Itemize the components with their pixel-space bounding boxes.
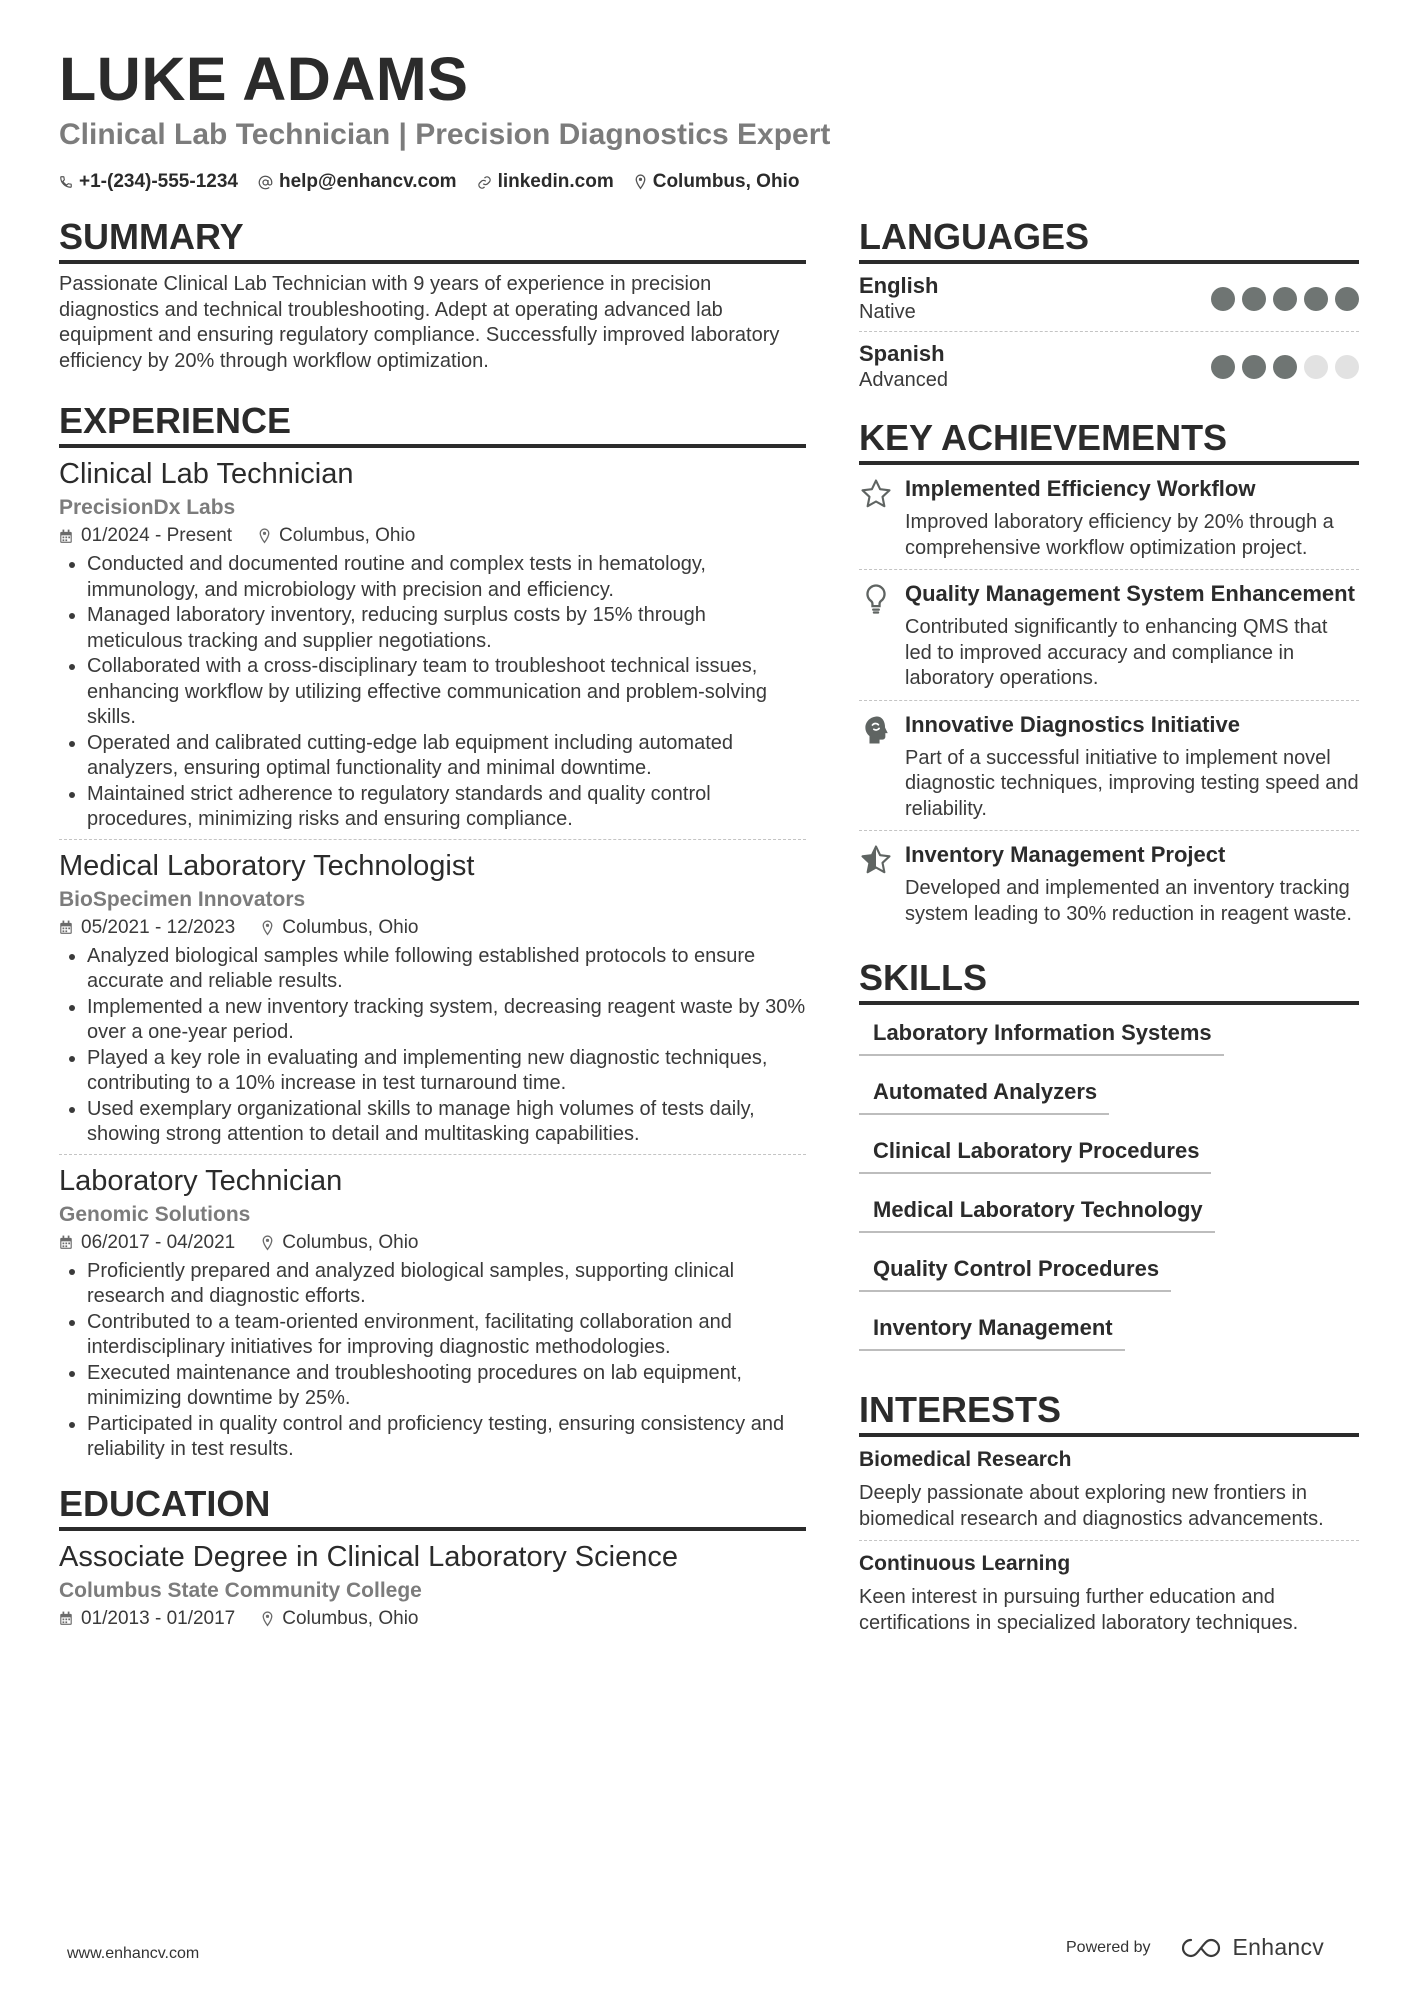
language-entry bbox=[859, 264, 1359, 332]
achievement-desc: Developed and implemented an inventory tracking system leading to 30% reduction in reagent waste. bbox=[905, 877, 1352, 925]
calendar-icon bbox=[59, 529, 73, 544]
language-entry bbox=[859, 332, 1359, 399]
interests-title: INTERESTS bbox=[859, 1389, 1359, 1437]
education-meta bbox=[59, 1605, 806, 1633]
bullet-item: • Played a key role in evaluating and implementing new diagnostic techniques, contributing to a 10% increase in test turnaround time. bbox=[87, 1046, 806, 1097]
rating-dot-empty bbox=[1335, 355, 1359, 379]
rating-dot-filled bbox=[1273, 287, 1297, 311]
bullet-item: • Analyzed biological samples while following established protocols to ensure accurate and reliable results. bbox=[87, 944, 806, 995]
skill-tag: Inventory Management bbox=[859, 1312, 1125, 1351]
bullet-item: • Participated in quality control and proficiency testing, ensuring consistency and reliability in test results. bbox=[87, 1412, 806, 1463]
school-name: Columbus State Community College bbox=[59, 1578, 422, 1602]
star-half-icon bbox=[859, 843, 893, 877]
email-text: help@enhancv.com bbox=[278, 171, 457, 192]
bullet-item: • Managed laboratory inventory, reducing surplus costs by 15% through meticulous tracking and supplier negotiations. bbox=[87, 603, 806, 654]
calendar-icon bbox=[59, 920, 73, 935]
candidate-name: LUKE ADAMS bbox=[59, 45, 469, 113]
calendar-icon bbox=[59, 1235, 73, 1250]
achievements-title: KEY ACHIEVEMENTS bbox=[859, 417, 1359, 465]
rating-dot-filled bbox=[1211, 287, 1235, 311]
job-meta bbox=[59, 914, 806, 942]
job-meta bbox=[59, 522, 806, 550]
job-bullets bbox=[59, 944, 806, 1148]
skill-tag: Quality Control Procedures bbox=[859, 1253, 1171, 1292]
language-rating bbox=[1204, 355, 1359, 379]
education-title: EDUCATION bbox=[59, 1483, 806, 1531]
achievement-title: Inventory Management Project bbox=[905, 842, 1226, 867]
achievements-section bbox=[859, 417, 1359, 935]
job-dates-text: 05/2021 - 12/2023 bbox=[81, 916, 236, 938]
contact-email[interactable] bbox=[258, 171, 457, 193]
skills-list bbox=[859, 1005, 1359, 1371]
job-location-text: Columbus, Ohio bbox=[282, 916, 419, 938]
job-location bbox=[258, 522, 415, 550]
job-location-text: Columbus, Ohio bbox=[279, 525, 416, 546]
bullet-item: • Operated and calibrated cutting-edge lab equipment including automated analyzers, ensuring optimal functionality and minimal downtime. bbox=[87, 731, 806, 782]
contact-phone[interactable] bbox=[59, 171, 238, 193]
achievement-desc: Part of a successful initiative to implement novel diagnostic techniques, improving testing speed and reliability. bbox=[905, 746, 1359, 820]
contact-location bbox=[634, 171, 800, 193]
skills-section bbox=[859, 957, 1359, 1371]
achievement-entry bbox=[859, 465, 1359, 570]
bullet-item: • Executed maintenance and troubleshooting procedures on lab equipment, minimizing downtime by 25%. bbox=[87, 1361, 806, 1412]
experience-entry bbox=[59, 1155, 806, 1469]
job-dates bbox=[59, 522, 232, 550]
enhancv-brand: Enhancv bbox=[1232, 1934, 1325, 1960]
at-icon bbox=[258, 175, 273, 190]
star-outline-icon bbox=[859, 477, 893, 511]
linkedin-text: linkedin.com bbox=[497, 171, 614, 192]
rating-dot-filled bbox=[1273, 355, 1297, 379]
bullet-item: • Used exemplary organizational skills to manage high volumes of tests daily, showing strong attention to detail and multitasking capabilities. bbox=[87, 1097, 806, 1148]
location-pin-icon bbox=[261, 1611, 274, 1627]
job-location bbox=[261, 914, 418, 942]
achievement-desc: Improved laboratory efficiency by 20% through a comprehensive workflow optimization project. bbox=[905, 511, 1334, 559]
interest-entry bbox=[859, 1541, 1359, 1644]
job-dates bbox=[59, 1229, 235, 1257]
job-dates-text: 06/2017 - 04/2021 bbox=[81, 1231, 236, 1253]
education-location-text: Columbus, Ohio bbox=[282, 1607, 419, 1629]
job-title: Clinical Lab Technician bbox=[59, 458, 354, 490]
achievement-entry bbox=[859, 570, 1359, 701]
interest-title: Continuous Learning bbox=[859, 1552, 1071, 1575]
location-pin-icon bbox=[258, 528, 271, 544]
location-pin-icon bbox=[261, 920, 274, 936]
experience-entry bbox=[59, 840, 806, 1155]
job-location bbox=[261, 1229, 418, 1257]
company-name: BioSpecimen Innovators bbox=[59, 887, 306, 911]
achievement-title: Implemented Efficiency Workflow bbox=[905, 476, 1256, 501]
company-name: Genomic Solutions bbox=[59, 1202, 251, 1226]
experience-entry bbox=[59, 448, 806, 840]
skill-tag: Laboratory Information Systems bbox=[859, 1017, 1224, 1056]
interest-title: Biomedical Research bbox=[859, 1448, 1072, 1471]
job-dates bbox=[59, 914, 235, 942]
languages-section bbox=[859, 216, 1359, 399]
interest-desc: Deeply passionate about exploring new frontiers in biomedical research and diagnostics advancements. bbox=[859, 1482, 1324, 1530]
interest-desc: Keen interest in pursuing further education and certifications in specialized laboratory techniques. bbox=[859, 1586, 1299, 1634]
language-level: Advanced bbox=[859, 369, 948, 391]
language-level: Native bbox=[859, 301, 916, 323]
language-name: English bbox=[859, 273, 939, 298]
education-dates-text: 01/2013 - 01/2017 bbox=[81, 1607, 236, 1629]
language-name: Spanish bbox=[859, 341, 945, 366]
skill-tag: Clinical Laboratory Procedures bbox=[859, 1135, 1211, 1174]
company-name: PrecisionDx Labs bbox=[59, 496, 236, 519]
contact-bar bbox=[59, 170, 819, 194]
achievement-title: Quality Management System Enhancement bbox=[905, 581, 1355, 606]
rating-dot-filled bbox=[1335, 287, 1359, 311]
skill-tag: Automated Analyzers bbox=[859, 1076, 1109, 1115]
achievement-entry bbox=[859, 701, 1359, 832]
link-icon bbox=[477, 175, 492, 190]
footer-website[interactable]: www.enhancv.com bbox=[67, 1945, 200, 1962]
enhancv-logo-icon bbox=[1177, 1935, 1225, 1961]
bullet-item: • Contributed to a team-oriented environment, facilitating collaboration and interdisciplinary initiatives for improving diagnostic methodologies. bbox=[87, 1310, 806, 1361]
candidate-headline: Clinical Lab Technician | Precision Diagnostics Expert bbox=[59, 118, 831, 151]
bullet-item: • Implemented a new inventory tracking system, decreasing reagent waste by 30% over a one-year period. bbox=[87, 995, 806, 1046]
phone-icon bbox=[59, 175, 73, 189]
bullet-item: • Maintained strict adherence to regulatory standards and quality control procedures, minimizing risks and ensuring compliance. bbox=[87, 782, 806, 833]
skills-title: SKILLS bbox=[859, 957, 1359, 1005]
job-meta bbox=[59, 1229, 806, 1257]
contact-linkedin[interactable] bbox=[477, 171, 614, 193]
skill-tag: Medical Laboratory Technology bbox=[859, 1194, 1215, 1233]
left-column bbox=[59, 216, 806, 1665]
job-title: Medical Laboratory Technologist bbox=[59, 849, 475, 882]
location-pin-icon bbox=[634, 174, 647, 190]
experience-title: EXPERIENCE bbox=[59, 400, 806, 448]
calendar-icon bbox=[59, 1611, 73, 1626]
summary-section bbox=[59, 216, 806, 374]
rating-dot-filled bbox=[1242, 355, 1266, 379]
powered-by-label: Powered by bbox=[1066, 1938, 1151, 1956]
summary-title: SUMMARY bbox=[59, 216, 806, 264]
degree-title: Associate Degree in Clinical Laboratory Science bbox=[59, 1540, 678, 1573]
job-bullets bbox=[59, 552, 806, 833]
brain-head-icon bbox=[859, 713, 893, 747]
rating-dot-empty bbox=[1304, 355, 1328, 379]
education-dates bbox=[59, 1605, 235, 1633]
education-section bbox=[59, 1483, 806, 1639]
footer-powered-by[interactable] bbox=[1066, 1934, 1324, 1961]
language-rating bbox=[1204, 287, 1359, 311]
bullet-item: • Conducted and documented routine and complex tests in hematology, immunology, and microbiology with precision and efficiency. bbox=[87, 552, 806, 603]
interest-entry bbox=[859, 1437, 1359, 1541]
achievement-desc: Contributed significantly to enhancing QMS that led to improved accuracy and compliance in laboratory operations. bbox=[905, 616, 1328, 689]
phone-text: +1-(234)-555-1234 bbox=[79, 171, 238, 192]
languages-title: LANGUAGES bbox=[859, 216, 1359, 264]
bullet-item: • Proficiently prepared and analyzed biological samples, supporting clinical research and diagnostic efforts. bbox=[87, 1259, 806, 1310]
lightbulb-icon bbox=[859, 582, 893, 616]
experience-section bbox=[59, 400, 806, 1469]
rating-dot-filled bbox=[1211, 355, 1235, 379]
summary-text: Passionate Clinical Lab Technician with 9 years of experience in precision diagnostics and technical troubleshooting. Adept at operating advanced lab equipment and ensuring regulatory compliance. Successfully improved laboratory efficiency by 20% through workflow optimization. bbox=[59, 273, 780, 372]
education-location bbox=[261, 1605, 418, 1633]
achievement-entry bbox=[859, 831, 1359, 935]
job-title: Laboratory Technician bbox=[59, 1164, 343, 1197]
job-location-text: Columbus, Ohio bbox=[282, 1231, 419, 1253]
location-pin-icon bbox=[261, 1235, 274, 1251]
interests-section bbox=[859, 1389, 1359, 1644]
job-dates-text: 01/2024 - Present bbox=[81, 525, 233, 546]
education-entry bbox=[59, 1531, 806, 1639]
bullet-item: • Collaborated with a cross-disciplinary team to troubleshoot technical issues, enhancing workflow by utilizing effective communication and problem-solving skills. bbox=[87, 654, 806, 731]
right-column bbox=[859, 216, 1359, 1670]
location-text: Columbus, Ohio bbox=[652, 171, 800, 192]
rating-dot-filled bbox=[1242, 287, 1266, 311]
job-bullets bbox=[59, 1259, 806, 1463]
achievement-title: Innovative Diagnostics Initiative bbox=[905, 711, 1240, 737]
rating-dot-filled bbox=[1304, 287, 1328, 311]
